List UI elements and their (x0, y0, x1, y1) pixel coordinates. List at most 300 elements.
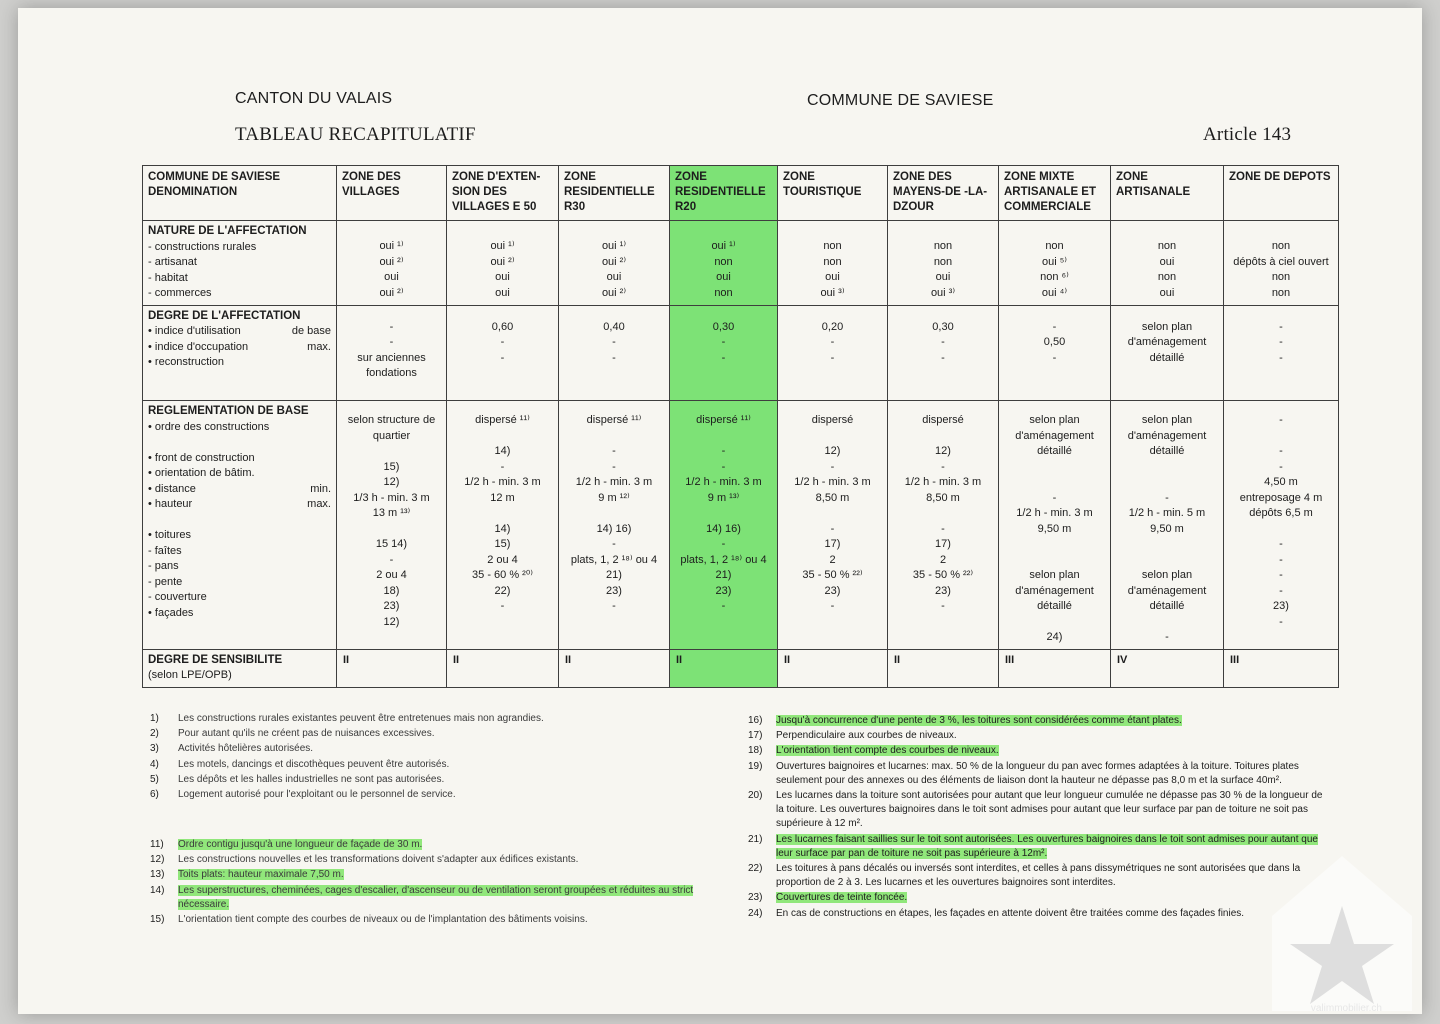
cell-value: - (830, 522, 835, 535)
sensitivity-degree: II (670, 649, 778, 687)
cell-value: 1/2 h - min. 3 m (575, 476, 653, 488)
row-label (148, 528, 331, 544)
cell-value: 8,50 m (926, 491, 960, 504)
cell-value (449, 506, 556, 522)
footnote-number: 13) (150, 869, 165, 881)
cell-value: 18) (383, 584, 400, 597)
cell-value: selon plan d'aménagement détaillé (1127, 414, 1207, 457)
cell-value: 12) (383, 476, 400, 488)
cell-value: dispersé ¹¹⁾ (586, 414, 642, 426)
footnote (748, 789, 1328, 832)
row-label (148, 240, 331, 256)
cell-value: - (1279, 320, 1283, 333)
cell-value: - (941, 351, 945, 364)
cell-value: - (1279, 445, 1283, 457)
cell-value: - (500, 460, 505, 473)
row-label (148, 513, 331, 529)
cell-value: 14) 16) (596, 522, 632, 535)
cell-value: - (389, 553, 394, 566)
footnote-number: 6) (150, 789, 159, 801)
footnote-number: 2) (150, 728, 159, 740)
cell-value: selon plan (1029, 569, 1080, 581)
cell-value: - (612, 538, 616, 550)
cell-value: 15) (494, 538, 511, 550)
table-cell (1224, 305, 1339, 401)
footnote-text (178, 712, 710, 726)
cell-value: non (823, 255, 842, 268)
cell-value: oui ³⁾ (820, 286, 845, 299)
cell-value: non (933, 240, 953, 252)
column-header: ZONE RESIDENTIELLE R30 (559, 166, 670, 221)
footnote-content: Logement autorisé pour l'exploitant ou le personnel de service. (178, 789, 456, 801)
cell-value (1113, 382, 1221, 398)
footnote-content: En cas de constructions en étapes, les façades en attente doivent être traitées comme des façades finies. (776, 907, 1245, 919)
footnotes-left-b (150, 838, 710, 928)
footnote-text (178, 727, 710, 741)
cell-value (1113, 475, 1221, 491)
cell-value: 8,50 m (815, 491, 850, 504)
sensitivity-degree: II (337, 649, 447, 687)
footnote-content: Les motels, dancings et discothèques peuvent être autorisés. (178, 758, 450, 770)
footnote-number: 21) (748, 833, 763, 845)
row-label (148, 355, 331, 371)
house-star-icon (1262, 836, 1422, 1016)
footnote-content: Les constructions nouvelles et les transformations doivent s'adapter aux édifices existants. (178, 854, 579, 866)
cell-value: 15) (383, 460, 400, 473)
cell-value: 14) (494, 522, 511, 535)
cell-value (339, 444, 444, 460)
footnote-content: Les constructions rurales existantes peuvent être entretenues mais non agrandies. (178, 713, 544, 724)
footnote (748, 833, 1328, 861)
cell-value: 23) (824, 584, 841, 597)
label-text: • distance (148, 482, 196, 495)
cell-value (672, 429, 775, 445)
page-title: TABLEAU RECAPITULATIF (235, 124, 476, 145)
cell-value: - (1052, 351, 1057, 364)
cell-value: 13 m ¹³⁾ (372, 507, 411, 519)
column-header: ZONE TOURISTIQUE (778, 166, 888, 221)
table-cell (888, 305, 999, 401)
cell-value (1113, 366, 1221, 382)
table-cell (337, 305, 447, 401)
cell-value: oui (935, 271, 951, 283)
row-label (148, 575, 331, 591)
table-cell (999, 305, 1111, 401)
table-cell (1111, 305, 1224, 401)
cell-value: - (941, 600, 945, 612)
footnote (150, 868, 710, 882)
cell-value (1226, 522, 1336, 538)
cell-value: - (1279, 553, 1283, 566)
cell-value: oui ⁴⁾ (1041, 286, 1068, 299)
cell-value: dispersé (811, 414, 854, 426)
cell-value: 21) (715, 569, 732, 581)
cell-value: oui ¹⁾ (490, 240, 515, 252)
footnote-content: Ouvertures baignoires et lucarnes: max. 50 % de la longueur du pan avec formes adaptées à la toiture. Toitures plates seulement pour des annexes ou des éléments de liaison dont la hauteur ne dépasse pas 8,0 m et la surface 40m². (776, 760, 1299, 786)
cell-value: oui (825, 271, 840, 283)
sensitivity-degree: III (999, 649, 1111, 687)
summary-table (142, 165, 1339, 688)
footnote-content: Ordre contigu jusqu'à une longueur de façade de 30 m. (178, 839, 423, 850)
footnote-content: Les dépôts et les halles industrielles ne sont pas autorisées. (178, 773, 445, 785)
cell-value: - (830, 336, 835, 348)
footnote-number: 16) (748, 715, 763, 726)
cell-value: oui (606, 271, 622, 283)
footnote-number: 23) (748, 892, 763, 904)
footnote-content: Perpendiculaire aux courbes de niveaux. (776, 730, 957, 742)
section-title: DEGRE DE L'AFFECTATION (148, 309, 301, 322)
cell-value: selon plan d'aménagement détaillé (1015, 414, 1094, 457)
cell-value: oui ²⁾ (379, 255, 404, 268)
cell-value: 0,50 (1043, 336, 1066, 348)
cell-value: 2 ou 4 (376, 569, 407, 581)
cell-value: 23) (383, 600, 400, 612)
table-cell (447, 305, 559, 401)
cell-value: - (1052, 491, 1057, 504)
footnote (748, 729, 1328, 743)
cell-value (780, 429, 885, 445)
cell-value: non (1157, 240, 1177, 252)
cell-value: - (1279, 460, 1283, 473)
cell-value: - (721, 460, 726, 473)
footnote-text (776, 789, 1328, 832)
footnote-text (776, 729, 1328, 743)
label-text: • toitures (148, 529, 191, 541)
footnote-text (178, 758, 710, 772)
cell-value: - (721, 600, 726, 612)
table-cell (1111, 221, 1224, 306)
cell-value: 12 m (490, 491, 515, 504)
cell-value: non (1157, 271, 1177, 283)
cell-value (1001, 475, 1108, 491)
footnote (748, 760, 1328, 788)
cell-value: 1/2 h - min. 3 m (794, 476, 871, 488)
cell-value (1113, 537, 1221, 553)
cell-value: 4,50 m (1264, 476, 1298, 488)
section-label-nature (143, 221, 337, 306)
cell-value: 23) (1273, 600, 1289, 612)
footnote-number: 5) (150, 773, 159, 785)
cell-value: non (1271, 271, 1291, 283)
footnote (150, 788, 710, 802)
cell-value: oui ²⁾ (601, 255, 627, 268)
cell-value: selon structure de quartier (347, 414, 436, 442)
cell-value: - (1279, 569, 1283, 581)
sensitivity-degree: II (778, 649, 888, 687)
cell-value: 1/2 h - min. 3 m (464, 476, 541, 488)
article-number: Article 143 (1203, 124, 1292, 145)
cell-value: dispersé (922, 414, 964, 426)
cell-value (890, 429, 996, 445)
footnote-text (776, 862, 1328, 890)
cell-value: 24) (1046, 631, 1063, 643)
cell-value: - (941, 460, 945, 473)
cell-value: - (1052, 320, 1057, 333)
cell-value: - (1165, 631, 1169, 643)
footnote (150, 758, 710, 772)
watermark-text: valimmobilier.ch (1310, 1003, 1382, 1014)
cell-value (561, 429, 667, 445)
cell-value: oui (495, 286, 510, 299)
cell-value (339, 522, 444, 538)
footnote (748, 744, 1328, 758)
cell-value: oui ²⁾ (601, 286, 627, 299)
footnote-content: Les superstructures, cheminées, cages d'escalier, d'ascenseur ou de ventilation seront groupées et réduites au strict nécessaire. (178, 884, 694, 910)
cell-value: oui ¹⁾ (601, 240, 627, 252)
cell-value: 9 m ¹³⁾ (707, 491, 740, 504)
sensitivity-degree: II (888, 649, 999, 687)
footnote-text (776, 744, 1328, 758)
section-title: NATURE DE L'AFFECTATION (148, 225, 307, 237)
cell-value (1113, 460, 1221, 476)
cell-value: oui (384, 271, 399, 283)
footnote (150, 838, 710, 852)
cell-value: oui ⁵⁾ (1042, 255, 1067, 268)
row-label (148, 606, 331, 622)
cell-value: 12) (824, 445, 841, 457)
cell-value: détaillé (1149, 600, 1185, 612)
footnote-text (178, 884, 710, 912)
cell-value: 21) (606, 569, 622, 581)
cell-value: oui (1159, 255, 1175, 268)
cell-value: selon plan d'aménagement détaillé (1127, 320, 1207, 364)
table-cell (337, 401, 447, 650)
column-header: ZONE RESIDENTIELLE R20 (670, 166, 778, 221)
row-label (148, 466, 331, 482)
footnote-number: 20) (748, 790, 763, 802)
footnote-number: 14) (150, 884, 165, 896)
cell-value: non (1271, 240, 1291, 252)
cell-value: 0,40 (603, 320, 625, 333)
table-cell (559, 401, 670, 650)
cell-value: - (721, 336, 726, 348)
table-cell (778, 401, 888, 650)
section-label-sensibilite (143, 649, 337, 687)
cell-value: entreposage 4 m dépôts 6,5 m (1239, 491, 1323, 519)
cell-value: - (612, 351, 616, 364)
cell-value (1001, 537, 1108, 553)
footnote (150, 727, 710, 741)
table-cell (778, 221, 888, 306)
label-qualifier: max. (307, 340, 331, 353)
section-subtitle: (selon LPE/OPB) (148, 669, 232, 681)
label-text: • front de construction (148, 451, 255, 464)
cell-value: 9,50 m (1037, 522, 1072, 535)
table-cell (670, 401, 778, 650)
footnote (150, 742, 710, 756)
cell-value (1001, 553, 1108, 569)
cell-value: d'aménagement (1015, 584, 1094, 597)
table-row-degre (143, 305, 1339, 401)
label-text: • indice d'utilisation (148, 325, 241, 337)
cell-value: selon plan (1141, 569, 1193, 581)
footnotes-right (748, 714, 1328, 922)
section-title: DEGRE DE SENSIBILITE (148, 653, 283, 666)
sensitivity-degree: II (447, 649, 559, 687)
cell-value: 15 14) (375, 538, 408, 550)
cell-value: - (721, 445, 726, 457)
table-cell (447, 221, 559, 306)
footnote-text (776, 714, 1328, 728)
sensitivity-degree: IV (1111, 649, 1224, 687)
cell-value (1226, 429, 1336, 445)
cell-value: 0,30 (932, 320, 954, 333)
cell-value: 23) (935, 584, 951, 597)
cell-value: oui (716, 271, 731, 283)
footnote-content: Jusqu'à concurrence d'une pente de 3 %, les toitures sont considérées comme étant plates. (776, 715, 1182, 726)
cell-value (449, 429, 556, 445)
cell-value: 2 (829, 553, 836, 566)
cell-value: - (1279, 351, 1283, 364)
footnote (748, 714, 1328, 728)
column-header: ZONE ARTISANALE (1111, 166, 1224, 221)
row-label (148, 451, 331, 467)
table-cell (999, 221, 1111, 306)
cell-value: non ⁶⁾ (1040, 271, 1069, 283)
cell-value: oui (1159, 286, 1175, 299)
table-cell (337, 221, 447, 306)
cell-value: dispersé ¹¹⁾ (475, 414, 530, 426)
section-title: REGLEMENTATION DE BASE (148, 405, 309, 417)
cell-value: 9,50 m (1150, 522, 1184, 535)
table-cell (447, 401, 559, 650)
row-label (148, 420, 331, 436)
label-text: - couverture (148, 591, 207, 603)
cell-value: oui ¹⁾ (711, 240, 736, 252)
cell-value: oui (495, 271, 510, 283)
footnote (748, 907, 1328, 921)
cell-value: 2 ou 4 (487, 553, 518, 566)
label-text: • façades (148, 606, 194, 619)
footnote-number: 1) (150, 713, 159, 724)
label-text: - constructions rurales (148, 240, 257, 253)
footnote-number: 18) (748, 745, 763, 757)
label-text: • ordre des constructions (148, 420, 270, 433)
cell-value: plats, 1, 2 ¹⁸⁾ ou 4 (570, 553, 658, 566)
cell-value: 23) (606, 584, 622, 597)
footnote-text (178, 853, 710, 867)
footnote (150, 853, 710, 867)
cell-value: 17) (824, 538, 841, 550)
label-text: • hauteur (148, 498, 193, 510)
row-label (148, 435, 331, 451)
footnote (150, 712, 710, 726)
cell-value: 1/2 h - min. 3 m (1016, 507, 1093, 519)
cell-value: - (941, 522, 945, 535)
column-header: ZONE MIXTE ARTISANALE ET COMMERCIALE (999, 166, 1111, 221)
label-text: - artisanat (148, 256, 197, 268)
cell-value: non (714, 255, 733, 268)
footnote-content: Couvertures de teinte foncée. (776, 892, 908, 904)
cell-value: - (389, 336, 394, 348)
cell-value: 9 m ¹²⁾ (598, 491, 630, 504)
footnote-content: Toits plats: hauteur maximale 7,50 m. (178, 869, 344, 881)
table-cell (670, 305, 778, 401)
footnote-text (178, 913, 710, 927)
footnote-number: 22) (748, 863, 763, 875)
cell-value: - (500, 600, 505, 612)
cell-value: 1/2 h - min. 5 m (1128, 507, 1206, 519)
table-cell (559, 305, 670, 401)
cell-value: 23) (715, 584, 732, 597)
footnote-number: 4) (150, 758, 159, 770)
cell-value: 35 - 60 % ²⁰⁾ (472, 569, 533, 581)
cell-value: 12) (383, 615, 400, 628)
footnote-text (178, 788, 710, 802)
cell-value: - (1279, 584, 1283, 597)
cell-value: - (1279, 538, 1283, 550)
cell-value: oui ²⁾ (490, 255, 515, 268)
cell-value: - (830, 460, 835, 473)
row-label (148, 482, 331, 498)
footnotes-left-a (150, 712, 710, 803)
footnote-text (178, 742, 710, 756)
cell-value: 1/3 h - min. 3 m (353, 491, 430, 504)
footnote (748, 862, 1328, 890)
cell-value: - (500, 336, 505, 348)
cell-value: - (1279, 336, 1283, 348)
cell-value (1001, 615, 1108, 631)
cell-value: 0,30 (712, 320, 735, 333)
footnote-text (178, 773, 710, 787)
footnote (150, 884, 710, 912)
row-label (148, 497, 331, 513)
footnote-text (776, 891, 1328, 905)
row-label (148, 559, 331, 575)
cell-value: - (721, 351, 726, 364)
column-header: ZONE DES VILLAGES (337, 166, 447, 221)
label-text: • orientation de bâtim. (148, 467, 255, 479)
table-cell (888, 401, 999, 650)
cell-value (890, 506, 996, 522)
cell-value (1113, 615, 1221, 631)
footnote-text (776, 907, 1328, 921)
cell-value: oui ¹⁾ (379, 240, 404, 252)
cell-value: - (941, 336, 945, 348)
commune-label: COMMUNE DE SAVIESE (807, 92, 994, 109)
cell-value: sur anciennes fondations (357, 351, 426, 379)
table-cell (999, 401, 1111, 650)
label-qualifier: max. (307, 498, 331, 510)
cell-value: dispersé ¹¹⁾ (696, 414, 751, 426)
row-label (148, 544, 331, 560)
cell-value: - (830, 351, 835, 364)
cell-value: 17) (935, 538, 951, 550)
footnote-number: 3) (150, 743, 159, 755)
footnote-text (178, 868, 710, 882)
cell-value: 12) (935, 445, 951, 457)
cell-value: non (1045, 240, 1064, 252)
cell-value: non (823, 240, 842, 252)
row-label (148, 340, 331, 356)
row-label (148, 286, 331, 302)
section-label-degre (143, 305, 337, 401)
cell-value: 14) (494, 445, 511, 457)
cell-value: - (1165, 491, 1169, 504)
cell-value: - (612, 600, 616, 612)
sensitivity-degree: III (1224, 649, 1339, 687)
cell-value: 1/2 h - min. 3 m (904, 476, 982, 488)
cell-value: 35 - 50 % ²²⁾ (802, 569, 863, 581)
cell-value: 2 (939, 553, 947, 566)
cell-value: non (1271, 286, 1291, 299)
cell-value (1001, 460, 1108, 476)
cell-value: - (612, 445, 616, 457)
footnote-content: L'orientation tient compte des courbes de niveaux. (776, 745, 999, 757)
label-text: - pente (148, 575, 183, 588)
cell-value: - (612, 460, 616, 473)
cell-value: d'aménagement (1127, 584, 1207, 597)
